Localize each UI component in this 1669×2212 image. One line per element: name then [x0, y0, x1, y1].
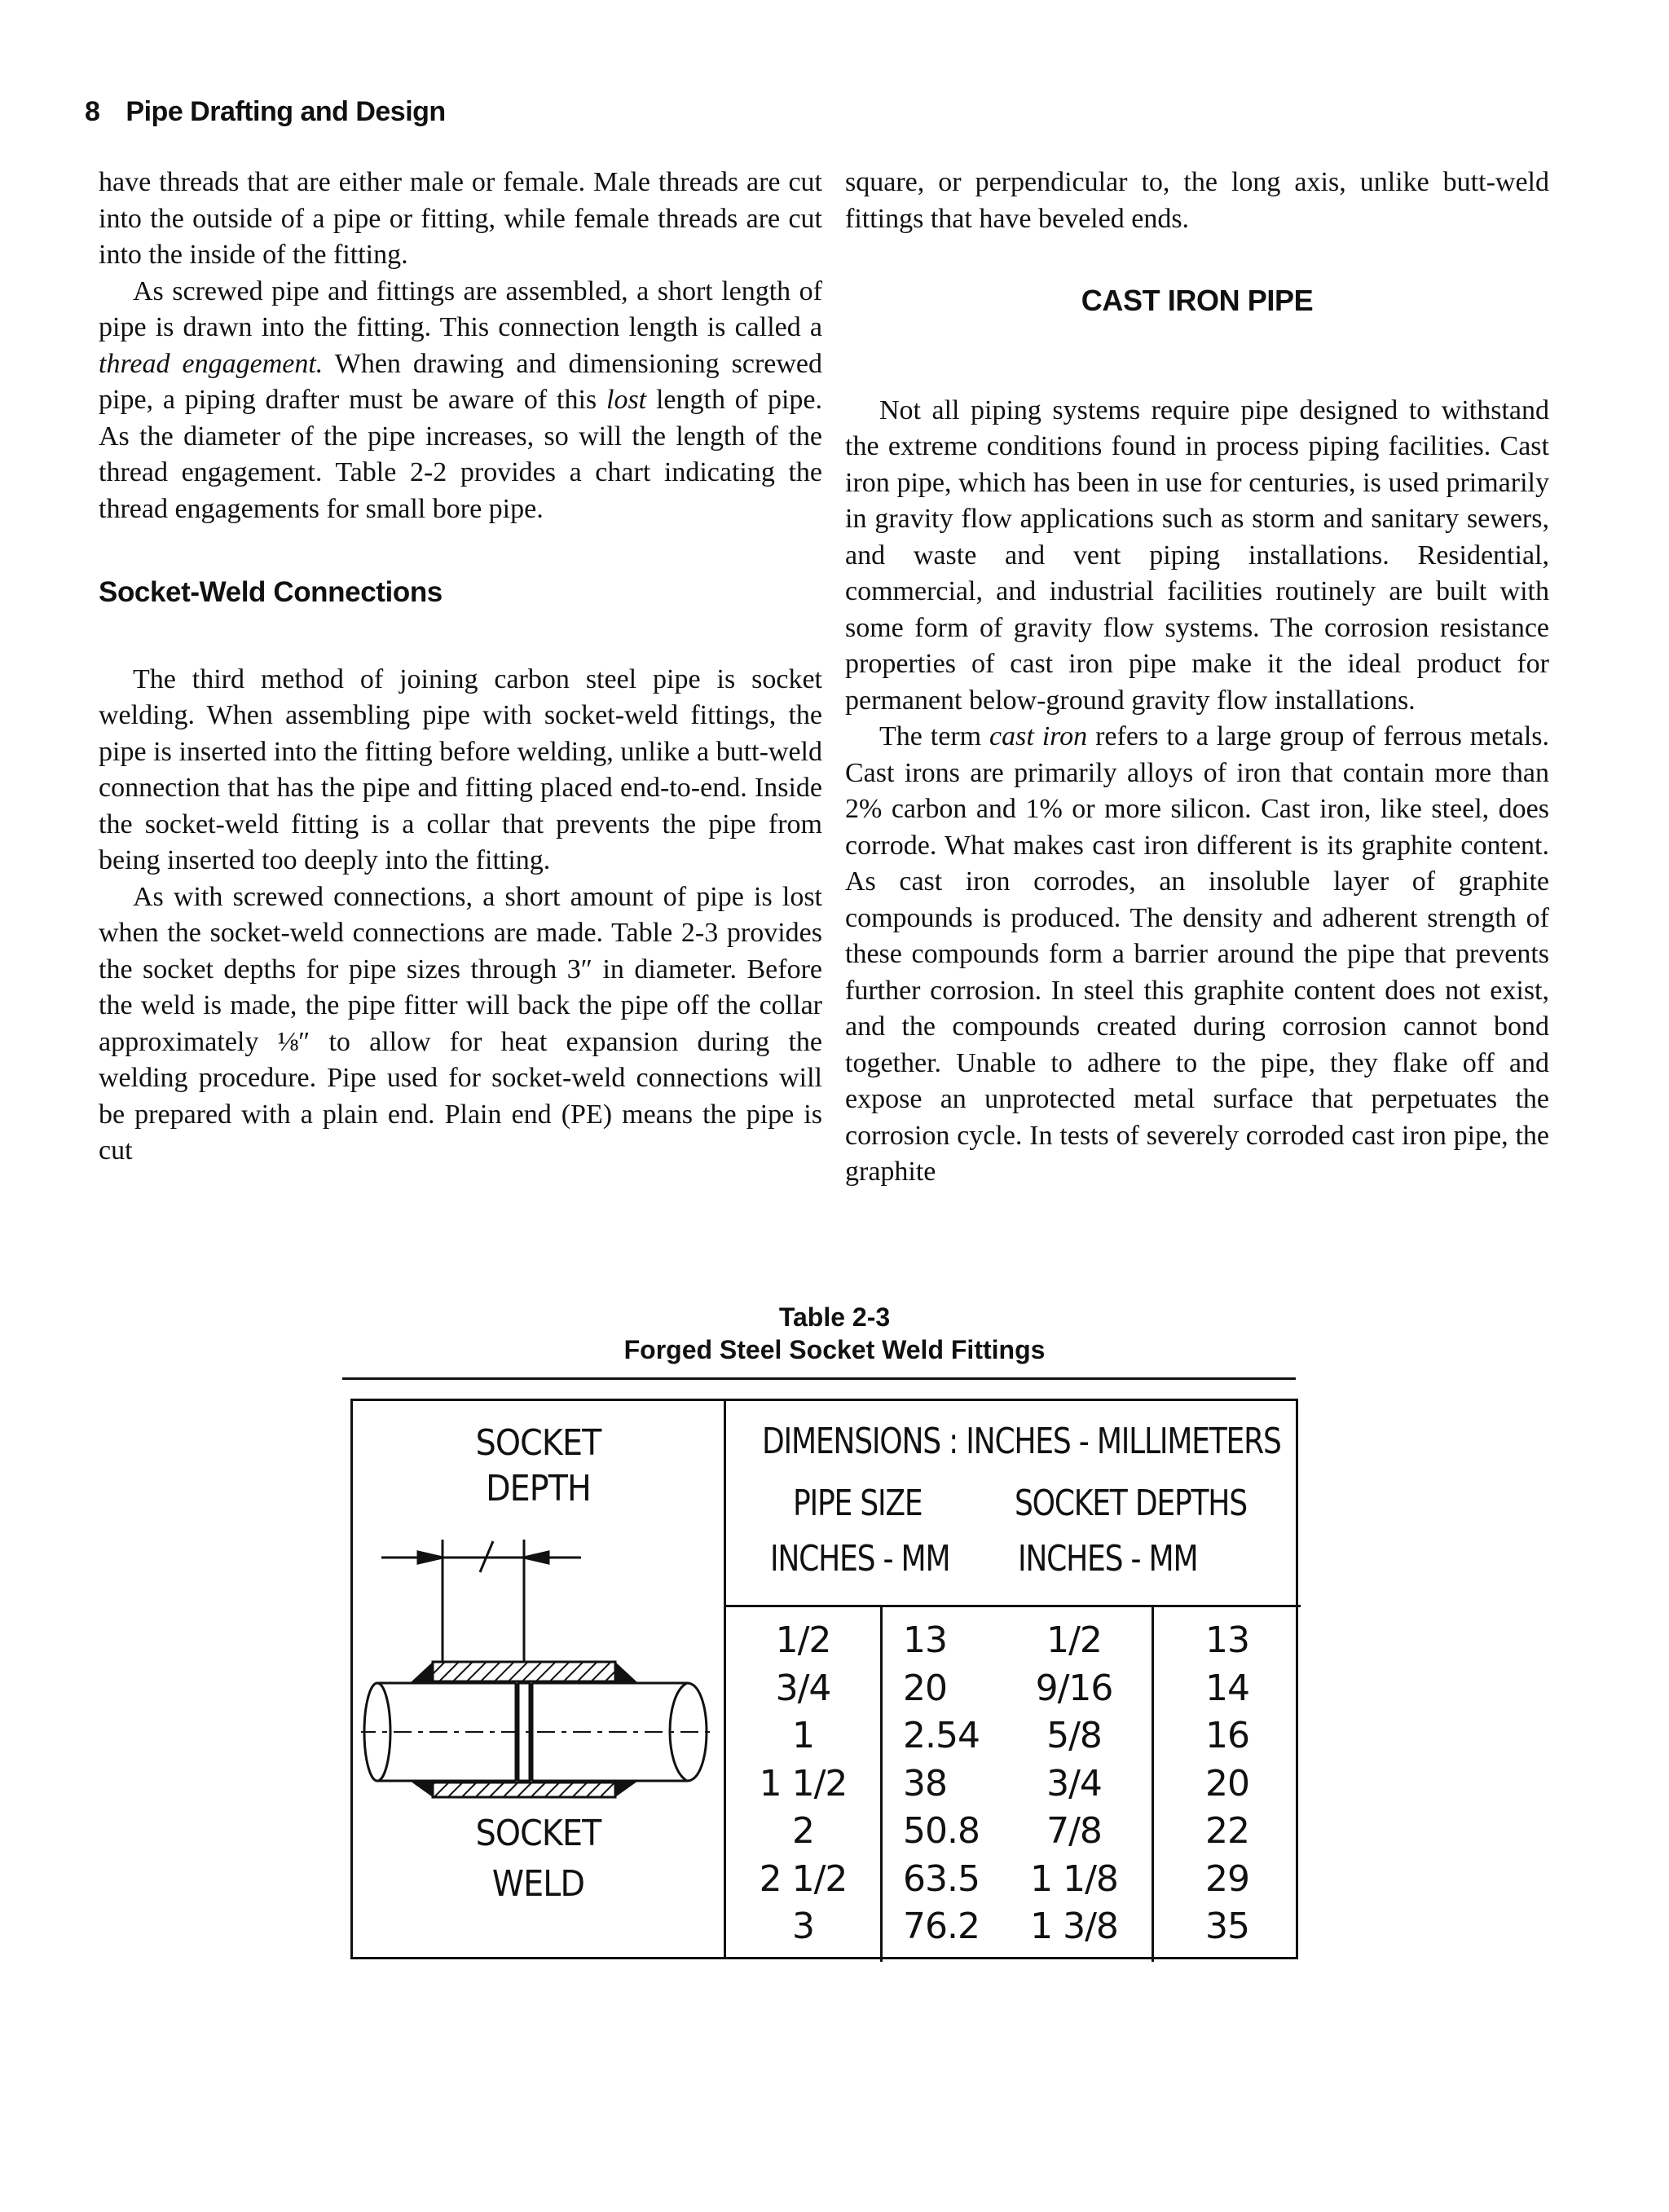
paragraph: have threads that are either male or female. Male threads are cut into the outside of a pipe or fitting, while female threads are cut into the inside of the fitting. [99, 167, 822, 270]
header-dimensions: DIMENSIONS : INCHES - MILLIMETERS [762, 1421, 1281, 1462]
table-cell: 5/8 [1046, 1715, 1102, 1756]
table-divider [724, 1605, 1301, 1607]
term-thread-engagement: thread engagement. [99, 348, 324, 379]
paragraph: Not all piping systems require pipe designed to withstand the extreme conditions found in process piping facilities. Cast iron pipe, which has been in use for centuries, is used primarily in gravity flow applications such as storm and sanitary sewers, and waste and vent piping installations. Residential, commercial, and industrial facilities routinely are built with some form of gravity flow systems. The corrosion resistance properties of cast iron pipe make it the ideal product for permanent below-ground gravity flow installations. [845, 394, 1549, 716]
table-divider [880, 1605, 883, 1962]
right-column [845, 165, 1549, 1191]
table-cell: 1 [792, 1715, 814, 1756]
column-pipe-inches [726, 1617, 880, 1951]
paragraph: As with screwed connections, a short amount of pipe is lost when the socket-weld connections are made. Table 2-3 provides the socket depths for pipe sizes through 3″ in diameter. Before the weld is made, the pipe fitter will back the pipe off the collar approximately ⅛″ to allow for heat expansion during the welding procedure. Pipe used for socket-weld connections will be prepared with a plain end. Plain end (PE) means the pipe is cut [99, 881, 822, 1165]
table-cell: 50.8 [903, 1810, 980, 1852]
running-title: Pipe Drafting and Design [126, 96, 446, 127]
section-heading: Socket-Weld Connections [99, 576, 443, 608]
table-cell: 1/2 [775, 1619, 831, 1661]
term-cast-iron: cast iron [989, 721, 1088, 751]
table-cell: 13 [903, 1619, 947, 1661]
table-cell: 76.2 [903, 1906, 980, 1947]
table-cell: 3/4 [1046, 1762, 1102, 1804]
table-cell: 29 [1205, 1857, 1249, 1900]
paragraph: The third method of joining carbon steel pipe is socket welding. When assembling pipe with socket-weld fittings, the pipe is inserted into the fitting before welding, unlike a butt-weld connection that has the pipe and fitting placed end-to-end. Inside the socket-weld fitting is a collar that prevents the pipe from being inserted too deeply into the fitting. [99, 663, 822, 875]
table-cell: 2.54 [903, 1715, 980, 1756]
table-cell: 14 [1205, 1667, 1249, 1709]
table-cell: 9/16 [1035, 1667, 1113, 1709]
table-cell: 3/4 [775, 1667, 831, 1709]
table-cell: 2 1/2 [759, 1857, 848, 1900]
table-cell: 20 [903, 1667, 947, 1709]
socket-weld-drawing [361, 1523, 711, 1800]
table-caption [0, 1301, 1669, 1366]
paragraph: square, or perpendicular to, the long axis, unlike butt-weld fittings that have beveled ends. [845, 167, 1549, 234]
table-cell: 7/8 [1046, 1810, 1102, 1852]
left-column [99, 165, 822, 1170]
table-cell: 63.5 [903, 1857, 980, 1900]
paragraph: As screwed pipe and fittings are assembled, a short length of pipe is drawn into the fitting. This connection length is called a thread engagement. When drawing and dimensioning screwed pipe, a piping drafter must be aware of this lost length of pipe. As the diameter of the pipe increases, so will the length of the thread engagement. Table 2-2 provides a chart indicating the thread engagements for small bore pipe. [99, 275, 823, 524]
fraction: ⅛″ [277, 1026, 310, 1057]
page-header [85, 96, 446, 128]
table-cell: 1 3/8 [1030, 1906, 1118, 1947]
table-cell: 1/2 [1046, 1619, 1102, 1661]
table-cell: 2 [792, 1810, 814, 1852]
table-cell: 35 [1205, 1906, 1249, 1947]
table-number: Table 2-3 [778, 1302, 891, 1332]
column-socket-mm [1154, 1617, 1301, 1951]
table-cell: 1 1/2 [759, 1762, 848, 1804]
table-cell: 3 [792, 1906, 814, 1947]
table-cell: 13 [1205, 1619, 1249, 1661]
table-title: Forged Steel Socket Weld Fittings [623, 1335, 1046, 1364]
drawing-label-top: SOCKET DEPTH [475, 1422, 601, 1509]
table-cell: 20 [1205, 1762, 1249, 1804]
table-cell: 16 [1205, 1715, 1249, 1756]
header-pipe-size: PIPE SIZE [793, 1483, 923, 1524]
socket-weld-table [350, 1399, 1298, 1959]
table-cell: 1 1/8 [1030, 1857, 1118, 1900]
dimension-arrow [381, 1540, 581, 1662]
table-cell: 38 [903, 1762, 947, 1804]
section-heading: CAST IRON PIPE [1081, 284, 1314, 317]
term-lost: lost [606, 385, 647, 415]
page-number: 8 [85, 96, 100, 127]
paragraph: The term cast iron refers to a large group of ferrous metals. Cast irons are primarily alloys of iron that contain more than 2% carbon and 1% or more silicon. Cast iron, like steel, does corrode. What makes cast iron different is its graphite content. As cast iron corrodes, an insoluble layer of graphite compounds is produced. The density and adherent strength of these compounds form a barrier around the pipe that prevents further corrosion. In steel this graphite content does not exist, and the compounds created during corrosion cannot bond together. Unable to adhere to the pipe, they flake off and expose an unprotected metal surface that perpetuates the corrosion cycle. In tests of severely corroded cast iron pipe, the graphite [845, 721, 1550, 1187]
caption-rule [342, 1377, 1296, 1380]
header-socket-depths: SOCKET DEPTHS [1015, 1483, 1247, 1524]
column-socket-inches [997, 1617, 1152, 1951]
table-cell: 22 [1205, 1810, 1249, 1852]
header-socket-units: INCHES - MM [1018, 1538, 1198, 1580]
header-pipe-units: INCHES - MM [770, 1538, 950, 1580]
drawing-label-bottom: SOCKET WELD [475, 1813, 601, 1905]
